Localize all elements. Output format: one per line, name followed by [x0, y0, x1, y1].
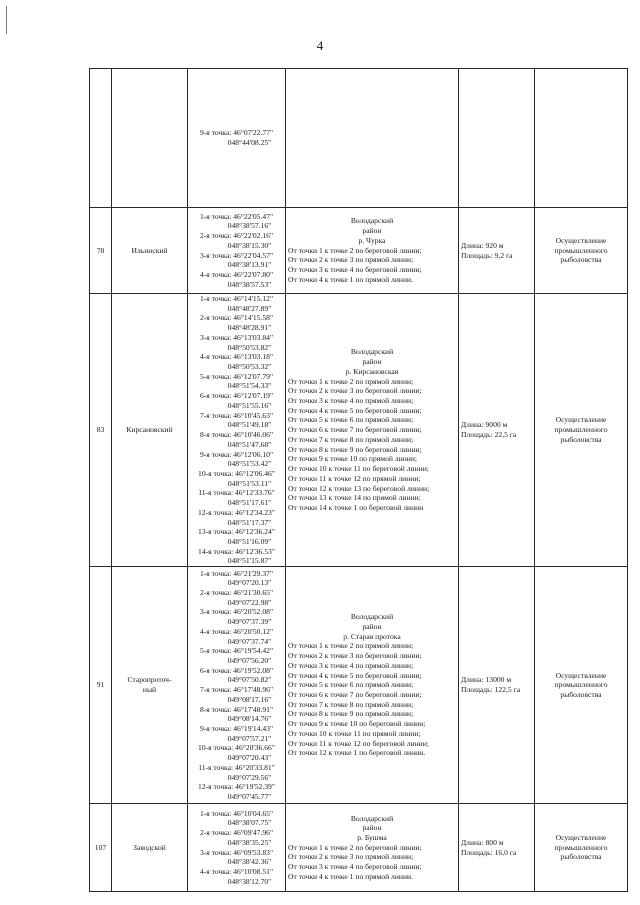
point-longitude: 049°07'37.74"	[227, 636, 272, 646]
route-segment: От точки 3 к точке 4 по береговой линии;	[288, 862, 422, 872]
point-longitude: 049°07'22.98"	[227, 597, 272, 607]
table-body	[90, 69, 628, 892]
route-segment: От точки 6 к точке 7 по береговой линии;	[288, 425, 422, 435]
route-segment: От точки 8 к точке 9 по прямой линии;	[288, 709, 414, 719]
route-segment: От точки 1 к точке 2 по береговой линии;	[288, 842, 422, 852]
route-segment: От точки 3 к точке 4 по прямой линии;	[288, 396, 414, 406]
point-latitude: 9-я точка: 46°12'06.10"	[199, 449, 274, 459]
point-longitude: 049°07'20.13"	[227, 578, 272, 588]
district-line: район	[362, 357, 382, 367]
point-latitude: 7-я точка: 46°10'45.63"	[199, 410, 274, 420]
point-longitude: 048°51'53.11"	[227, 478, 272, 488]
route-segment: От точки 14 к точке 1 по береговой линии	[288, 502, 424, 512]
cell-coordinates	[188, 804, 286, 892]
usage-line: промышленного	[554, 842, 608, 852]
point-longitude: 049°07'57.21"	[227, 733, 272, 743]
point-latitude: 4-я точка: 46°10'08.51"	[199, 867, 274, 877]
size-line: Длина: 9000 м	[461, 420, 508, 430]
point-latitude: 4-я точка: 46°13'03.18"	[199, 352, 274, 362]
point-longitude: 049°07'56.20"	[227, 655, 272, 665]
point-latitude: 4-я точка: 46°20'50.12"	[199, 626, 274, 636]
point-longitude: 049°07'50.82"	[227, 675, 272, 685]
site-name-line: Кирсановский	[126, 425, 173, 435]
usage-line: Осуществление	[555, 833, 607, 843]
route-segment: От точки 4 к точке 5 по береговой линии;	[288, 405, 422, 415]
cell-boundary-description	[286, 804, 459, 892]
route-segment: От точки 9 к точке 10 по береговой линии;	[288, 719, 426, 729]
point-latitude: 4-я точка: 46°22'07.80"	[199, 269, 274, 279]
size-line: Площадь: 9,2 га	[461, 250, 513, 260]
point-latitude: 6-я точка: 46°19'52.08"	[199, 665, 274, 675]
cell-coordinates	[188, 208, 286, 294]
point-longitude: 048°44'08.25"	[227, 138, 272, 147]
district-line: Володарский	[350, 813, 394, 823]
route-segment: От точки 1 к точке 2 по береговой линии;	[288, 245, 422, 255]
route-segment: От точки 7 к точке 8 по прямой линии;	[288, 434, 414, 444]
table-row	[90, 208, 628, 294]
point-latitude: 11-я точка: 46°12'33.76"	[198, 488, 275, 498]
cell-size	[459, 294, 535, 567]
route-segment: От точки 13 к точке 14 по прямой линии;	[288, 493, 421, 503]
usage-line: промышленного	[554, 245, 608, 255]
usage-line: рыболовства	[560, 255, 602, 265]
usage-line: Осуществление	[555, 235, 607, 245]
cell-site-name	[112, 804, 188, 892]
cell-usage	[535, 567, 628, 804]
route-segment: От точки 8 к точке 9 по береговой линии;	[288, 444, 422, 454]
point-longitude: 049°08'14.76"	[227, 714, 272, 724]
cell-size	[459, 208, 535, 294]
route-segment: От точки 5 к точке 6 по прямой линии;	[288, 680, 414, 690]
point-longitude: 048°51'47.68"	[227, 439, 272, 449]
point-longitude: 048°48'28.91"	[227, 323, 272, 333]
size-line: Длина: 920 м	[461, 240, 504, 250]
cell-site-name	[112, 567, 188, 804]
point-longitude: 049°08'17.16"	[227, 694, 272, 704]
route-segment: От точки 12 к точке 13 по береговой линии;	[288, 483, 430, 493]
cell-usage	[535, 69, 628, 208]
point-longitude: 048°38'13.91"	[227, 260, 272, 270]
point-latitude: 2-я точка: 46°21'30.65"	[199, 587, 274, 597]
point-latitude: 6-я точка: 46°12'07.19"	[199, 391, 274, 401]
point-latitude: 2-я точка: 46°14'15.58"	[199, 313, 274, 323]
district-line: р. Чурка	[358, 235, 386, 245]
fishing-sites-table	[89, 68, 628, 892]
cell-size	[459, 69, 535, 208]
route-segment: От точки 11 к точке 12 по прямой линии;	[288, 473, 421, 483]
district-line: Володарский	[350, 612, 394, 622]
route-segment: От точки 1 к точке 2 по прямой линии;	[288, 376, 414, 386]
site-name-line: ный	[142, 685, 157, 695]
cell-boundary-description	[286, 294, 459, 567]
cell-number: 107	[90, 804, 112, 892]
cell-number: 83	[90, 294, 112, 567]
point-longitude: 048°38'42.36"	[227, 857, 272, 867]
point-longitude: 049°07'29.56"	[227, 772, 272, 782]
route-segment: От точки 6 к точке 7 по береговой линии;	[288, 689, 422, 699]
route-segment: От точки 9 к точке 10 по прямой линии;	[288, 454, 418, 464]
size-line: Длина: 800 м	[461, 837, 504, 847]
point-latitude: 1-я точка: 46°10'04.65"	[199, 808, 274, 818]
site-name-line: Заводской	[133, 842, 166, 852]
site-name-line: Старопроточ-	[127, 675, 172, 685]
point-longitude: 048°51'17.61"	[227, 498, 272, 508]
point-longitude: 048°38'57.16"	[227, 221, 272, 231]
point-latitude: 3-я точка: 46°09'53.83"	[199, 847, 274, 857]
cell-site-name	[112, 294, 188, 567]
site-name-line: Ильинский	[131, 245, 168, 255]
usage-line: рыболовства	[560, 434, 602, 444]
district-line: Володарский	[350, 216, 394, 226]
size-line: Длина: 13000 м	[461, 675, 512, 685]
point-latitude: 8-я точка: 46°10'46.06"	[199, 430, 274, 440]
table-row	[90, 567, 628, 804]
scan-margin-mark	[6, 6, 7, 34]
point-longitude: 049°07'20.43"	[227, 753, 272, 763]
district-line: Володарский	[350, 347, 394, 357]
point-longitude: 048°51'15.87"	[227, 556, 272, 566]
cell-number: 78	[90, 208, 112, 294]
page-number: 4	[316, 38, 324, 53]
point-longitude: 048°51'17.37"	[227, 517, 272, 527]
point-longitude: 048°51'53.42"	[227, 459, 272, 469]
point-longitude: 048°38'15.30"	[227, 240, 272, 250]
cell-site-name	[112, 208, 188, 294]
point-longitude: 048°38'12.70"	[227, 876, 272, 886]
district-line: район	[362, 226, 382, 236]
route-segment: От точки 3 к точке 4 по прямой линии;	[288, 660, 414, 670]
point-latitude: 14-я точка: 46°12'36.53"	[198, 546, 275, 556]
point-longitude: 049°07'37.39"	[227, 617, 272, 627]
point-longitude: 048°48'27.89"	[227, 303, 272, 313]
point-latitude: 1-я точка: 46°22'05.47"	[199, 211, 274, 221]
point-latitude: 9-я точка: 46°19'14.43"	[199, 724, 274, 733]
size-line: Площадь: 22,5 га	[461, 430, 517, 440]
route-segment: От точки 3 к точке 4 по береговой линии;	[288, 265, 422, 275]
point-latitude: 10-я точка: 46°20'36.66"	[198, 743, 275, 753]
point-longitude: 048°38'35.25"	[227, 837, 272, 847]
district-line: район	[362, 823, 382, 833]
cell-usage	[535, 208, 628, 294]
route-segment: От точки 11 к точке 12 по береговой линии;	[288, 738, 429, 748]
route-segment: От точки 2 к точке 3 по прямой линии;	[288, 852, 414, 862]
point-longitude: 049°07'45.77"	[227, 792, 272, 802]
point-latitude: 3-я точка: 46°20'52.08"	[199, 607, 274, 617]
usage-line: рыболовства	[560, 689, 602, 699]
point-latitude: 11-я точка: 46°20'33.81"	[198, 762, 275, 772]
route-segment: От точки 4 к точке 1 по прямой линии.	[288, 274, 413, 284]
point-latitude: 3-я точка: 46°13'03.84"	[199, 332, 274, 342]
cell-coordinates	[188, 69, 286, 208]
usage-line: промышленного	[554, 425, 608, 435]
district-line: р. Старая протока	[343, 631, 401, 641]
point-latitude: 2-я точка: 46°09'47.96"	[199, 828, 274, 838]
point-latitude: 1-я точка: 46°21'29.37"	[199, 568, 274, 578]
usage-line: промышленного	[554, 680, 608, 690]
route-segment: От точки 12 к точке 1 по береговой линии.	[288, 748, 426, 758]
point-latitude: 1-я точка: 46°14'15.12"	[199, 294, 274, 303]
point-latitude: 5-я точка: 46°12'07.79"	[199, 371, 274, 381]
point-longitude: 048°51'16.09"	[227, 536, 272, 546]
cell-site-name	[112, 69, 188, 208]
route-segment: От точки 7 к точке 8 по прямой линии;	[288, 699, 414, 709]
point-latitude: 5-я точка: 46°19'54.42"	[199, 646, 274, 656]
district-line: р. Кирсановская	[345, 366, 399, 376]
point-latitude: 13-я точка: 46°12'36.24"	[198, 527, 275, 537]
point-latitude: 12-я точка: 46°12'34.23"	[198, 507, 275, 517]
point-latitude: 8-я точка: 46°17'48.91"	[199, 704, 274, 714]
cell-size	[459, 567, 535, 804]
cell-size	[459, 804, 535, 892]
cell-number: 91	[90, 567, 112, 804]
usage-line: Осуществление	[555, 670, 607, 680]
cell-coordinates	[188, 567, 286, 804]
size-line: Площадь: 16,0 га	[461, 847, 517, 857]
cell-usage	[535, 804, 628, 892]
cell-boundary-description	[286, 567, 459, 804]
route-segment: От точки 1 к точке 2 по прямой линии;	[288, 641, 414, 651]
point-latitude: 9-я точка: 46°07'22.77"	[199, 128, 274, 138]
route-segment: От точки 2 к точке 3 по береговой линии;	[288, 386, 422, 396]
route-segment: От точки 10 к точке 11 по береговой линии;	[288, 464, 429, 474]
point-latitude: 10-я точка: 46°12'06.46"	[198, 468, 275, 478]
table-row	[90, 804, 628, 892]
cell-coordinates	[188, 294, 286, 567]
point-longitude: 048°51'54.33"	[227, 381, 272, 391]
table-row	[90, 69, 628, 208]
point-longitude: 048°38'07.75"	[227, 818, 272, 828]
point-longitude: 048°51'49.18"	[227, 420, 272, 430]
point-latitude: 7-я точка: 46°17'48.96"	[199, 685, 274, 695]
district-line: р. Бушма	[357, 833, 387, 843]
point-latitude: 2-я точка: 46°22'02.16"	[199, 231, 274, 241]
cell-boundary-description	[286, 208, 459, 294]
point-longitude: 048°51'55.16"	[227, 400, 272, 410]
district-line: район	[362, 621, 382, 631]
point-longitude: 048°50'53.82"	[227, 342, 272, 352]
point-longitude: 048°50'53.32"	[227, 362, 272, 372]
route-segment: От точки 4 к точке 5 по береговой линии;	[288, 670, 422, 680]
point-latitude: 3-я точка: 46°22'04.57"	[199, 250, 274, 260]
cell-usage	[535, 294, 628, 567]
route-segment: От точки 10 к точке 11 по прямой линии;	[288, 728, 421, 738]
route-segment: От точки 2 к точке 3 по береговой линии;	[288, 651, 422, 661]
point-latitude: 12-я точка: 46°19'52.39"	[198, 782, 275, 792]
usage-line: рыболовства	[560, 852, 602, 862]
cell-boundary-description	[286, 69, 459, 208]
usage-line: Осуществление	[555, 415, 607, 425]
size-line: Площадь: 122,5 га	[461, 685, 521, 695]
route-segment: От точки 5 к точке 6 по прямой линии;	[288, 415, 414, 425]
cell-number	[90, 69, 112, 208]
table-row	[90, 294, 628, 567]
route-segment: От точки 2 к точке 3 по прямой линии;	[288, 255, 414, 265]
route-segment: От точки 4 к точке 1 по прямой линии.	[288, 871, 413, 881]
point-longitude: 048°38'57.53"	[227, 279, 272, 289]
